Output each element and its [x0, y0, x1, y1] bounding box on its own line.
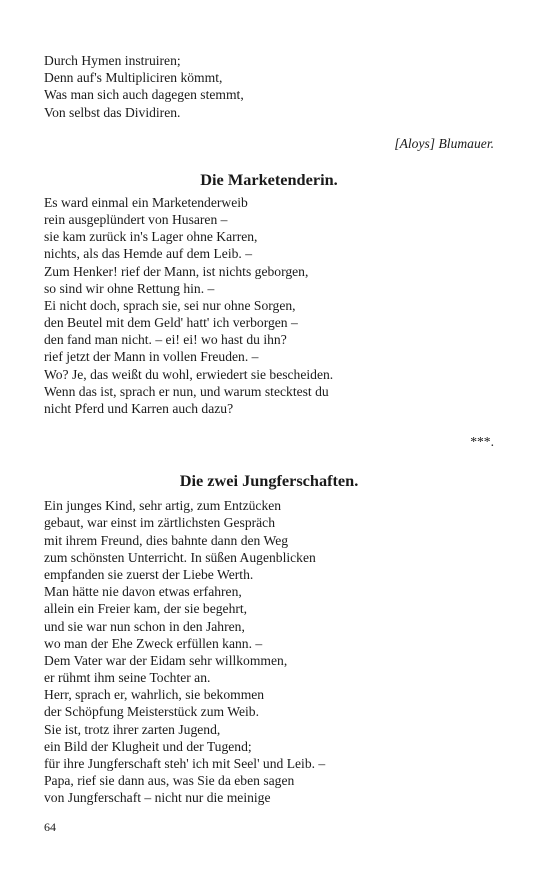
verse-line: Sie ist, trotz ihrer zarten Jugend, [44, 721, 221, 737]
verse-line: empfanden sie zuerst der Liebe Werth. [44, 566, 254, 582]
verse-line: so sind wir ohne Rettung hin. – [44, 280, 215, 296]
verse-line: Was man sich auch dagegen stemmt, [44, 87, 244, 103]
verse-line: ein Bild der Klugheit und der Tugend; [44, 738, 252, 754]
verse-line: Zum Henker! rief der Mann, ist nichts geborgen, [44, 263, 309, 279]
verse-line: zum schönsten Unterricht. In süßen Augenblicken [44, 549, 316, 565]
verse-line: den Beutel mit dem Geld' hatt' ich verborgen – [44, 315, 298, 331]
page-number: 64 [44, 820, 56, 834]
verse-line: Wo? Je, das weißt du wohl, erwiedert sie bescheiden. [44, 366, 334, 382]
page-content [44, 52, 494, 807]
verse-line: Man hätte nie davon etwas erfahren, [44, 584, 242, 600]
verse-line: wo man der Ehe Zweck erfüllen kann. – [44, 635, 263, 651]
verse-line: gebaut, war einst im zärtlichsten Gespräch [44, 515, 276, 531]
poem-body [44, 497, 494, 806]
verse-line: Durch Hymen instruiren; [44, 53, 181, 68]
author-attribution: [Aloys] Blumauer. [394, 135, 494, 151]
verse-line: nicht Pferd und Karren auch dazu? [44, 401, 234, 416]
poem-title: Die zwei Jungferschaften. [179, 471, 359, 491]
verse-line: der Schöpfung Meisterstück zum Weib. [44, 704, 259, 720]
verse-line: Ei nicht doch, sprach sie, sei nur ohne Sorgen, [44, 297, 296, 313]
verse-line: Papa, rief sie dann aus, was Sie da eben sagen [44, 773, 295, 789]
verse-line: nichts, als das Hemde auf dem Leib. – [44, 246, 253, 262]
verse-line: Ein junges Kind, sehr artig, zum Entzücken [44, 498, 282, 514]
verse-line: rein ausgeplündert von Husaren – [44, 211, 228, 227]
verse-line: Dem Vater war der Eidam sehr willkommen, [44, 652, 288, 668]
verse-line: und sie war nun schon in den Jahren, [44, 618, 245, 634]
verse-line: rief jetzt der Mann in vollen Freuden. – [44, 349, 259, 365]
verse-line: Von selbst das Dividiren. [44, 104, 181, 120]
verse-line: Es ward einmal ein Marketenderweib [44, 194, 248, 210]
verse-line: allein ein Freier kam, der sie begehrt, [44, 601, 248, 617]
poem-title: Die Marketenderin. [200, 169, 338, 189]
author-attribution: ***. [470, 434, 494, 450]
verse-line: Denn auf's Multipliciren kömmt, [44, 70, 223, 86]
top-poem-stanza [44, 52, 494, 121]
verse-line: mit ihrem Freund, dies bahnte dann den Weg [44, 532, 289, 548]
verse-line: sie kam zurück in's Lager ohne Karren, [44, 229, 258, 245]
verse-line: den fand man nicht. – ei! ei! wo hast du ihn? [44, 332, 287, 348]
poem-body [44, 194, 494, 417]
verse-line: Wenn das ist, sprach er nun, und warum stecktest du [44, 383, 329, 399]
verse-line: für ihre Jungferschaft steh' ich mit Seel' und Leib. – [44, 756, 326, 771]
verse-line: er rühmt ihm seine Tochter an. [44, 670, 211, 686]
verse-line: Herr, sprach er, wahrlich, sie bekommen [44, 687, 265, 703]
verse-line: von Jungferschaft – nicht nur die meinige [44, 790, 271, 806]
